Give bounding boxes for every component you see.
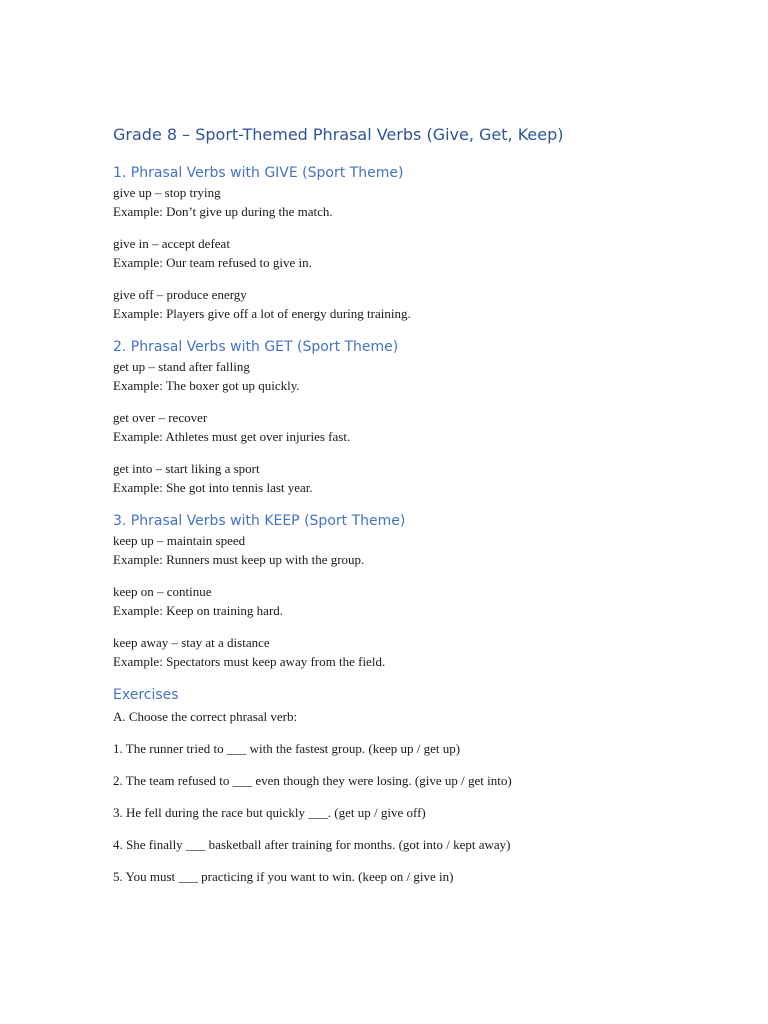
- exercise-question: 3. He fell during the race but quickly ___. (get up / give off): [113, 805, 426, 820]
- entry-give-in: [113, 234, 733, 272]
- entry-example: Example: The boxer got up quickly.: [113, 378, 300, 393]
- entry-definition: give up – stop trying: [113, 185, 221, 200]
- exercise-question: 4. She finally ___ basketball after training for months. (got into / kept away): [113, 837, 511, 852]
- exercise-question: 1. The runner tried to ___ with the fastest group. (keep up / get up): [113, 741, 461, 756]
- entry-definition: give in – accept defeat: [113, 236, 230, 251]
- exercises-section: [113, 685, 733, 886]
- section-heading-give: 1. Phrasal Verbs with GIVE (Sport Theme): [113, 165, 404, 181]
- section-keep: [113, 511, 733, 671]
- entry-definition: keep up – maintain speed: [113, 533, 246, 548]
- entry-keep-up: [113, 531, 733, 569]
- entry-definition: give off – produce energy: [113, 287, 247, 302]
- entry-keep-on: [113, 582, 733, 620]
- document-title: Grade 8 – Sport-Themed Phrasal Verbs (Give, Get, Keep): [113, 125, 564, 144]
- entry-example: Example: Don’t give up during the match.: [113, 204, 333, 219]
- entry-example: Example: Keep on training hard.: [113, 603, 284, 618]
- entry-example: Example: She got into tennis last year.: [113, 480, 313, 495]
- entry-definition: keep on – continue: [113, 584, 212, 599]
- entry-definition: keep away – stay at a distance: [113, 635, 270, 650]
- entry-get-into: [113, 459, 733, 497]
- entry-definition: get into – start liking a sport: [113, 461, 260, 476]
- exercise-question: 2. The team refused to ___ even though they were losing. (give up / get into): [113, 773, 512, 788]
- section-get: [113, 337, 733, 497]
- section-heading-get: 2. Phrasal Verbs with GET (Sport Theme): [113, 339, 399, 355]
- section-heading-keep: 3. Phrasal Verbs with KEEP (Sport Theme): [113, 513, 406, 529]
- exercise-question: 5. You must ___ practicing if you want to win. (keep on / give in): [113, 869, 454, 884]
- entry-give-up: [113, 183, 733, 221]
- exercises-heading: Exercises: [113, 687, 179, 703]
- exercises-instruction: A. Choose the correct phrasal verb:: [113, 709, 298, 724]
- entry-definition: get up – stand after falling: [113, 359, 250, 374]
- entry-example: Example: Our team refused to give in.: [113, 255, 312, 270]
- entry-example: Example: Athletes must get over injuries fast.: [113, 429, 351, 444]
- entry-keep-away: [113, 633, 733, 671]
- entry-definition: get over – recover: [113, 410, 208, 425]
- entry-example: Example: Runners must keep up with the group.: [113, 552, 365, 567]
- entry-give-off: [113, 285, 733, 323]
- entry-example: Example: Players give off a lot of energy during training.: [113, 306, 411, 321]
- entry-example: Example: Spectators must keep away from the field.: [113, 654, 386, 669]
- document-page: [113, 124, 733, 899]
- entry-get-up: [113, 357, 733, 395]
- entry-get-over: [113, 408, 733, 446]
- section-give: [113, 163, 733, 323]
